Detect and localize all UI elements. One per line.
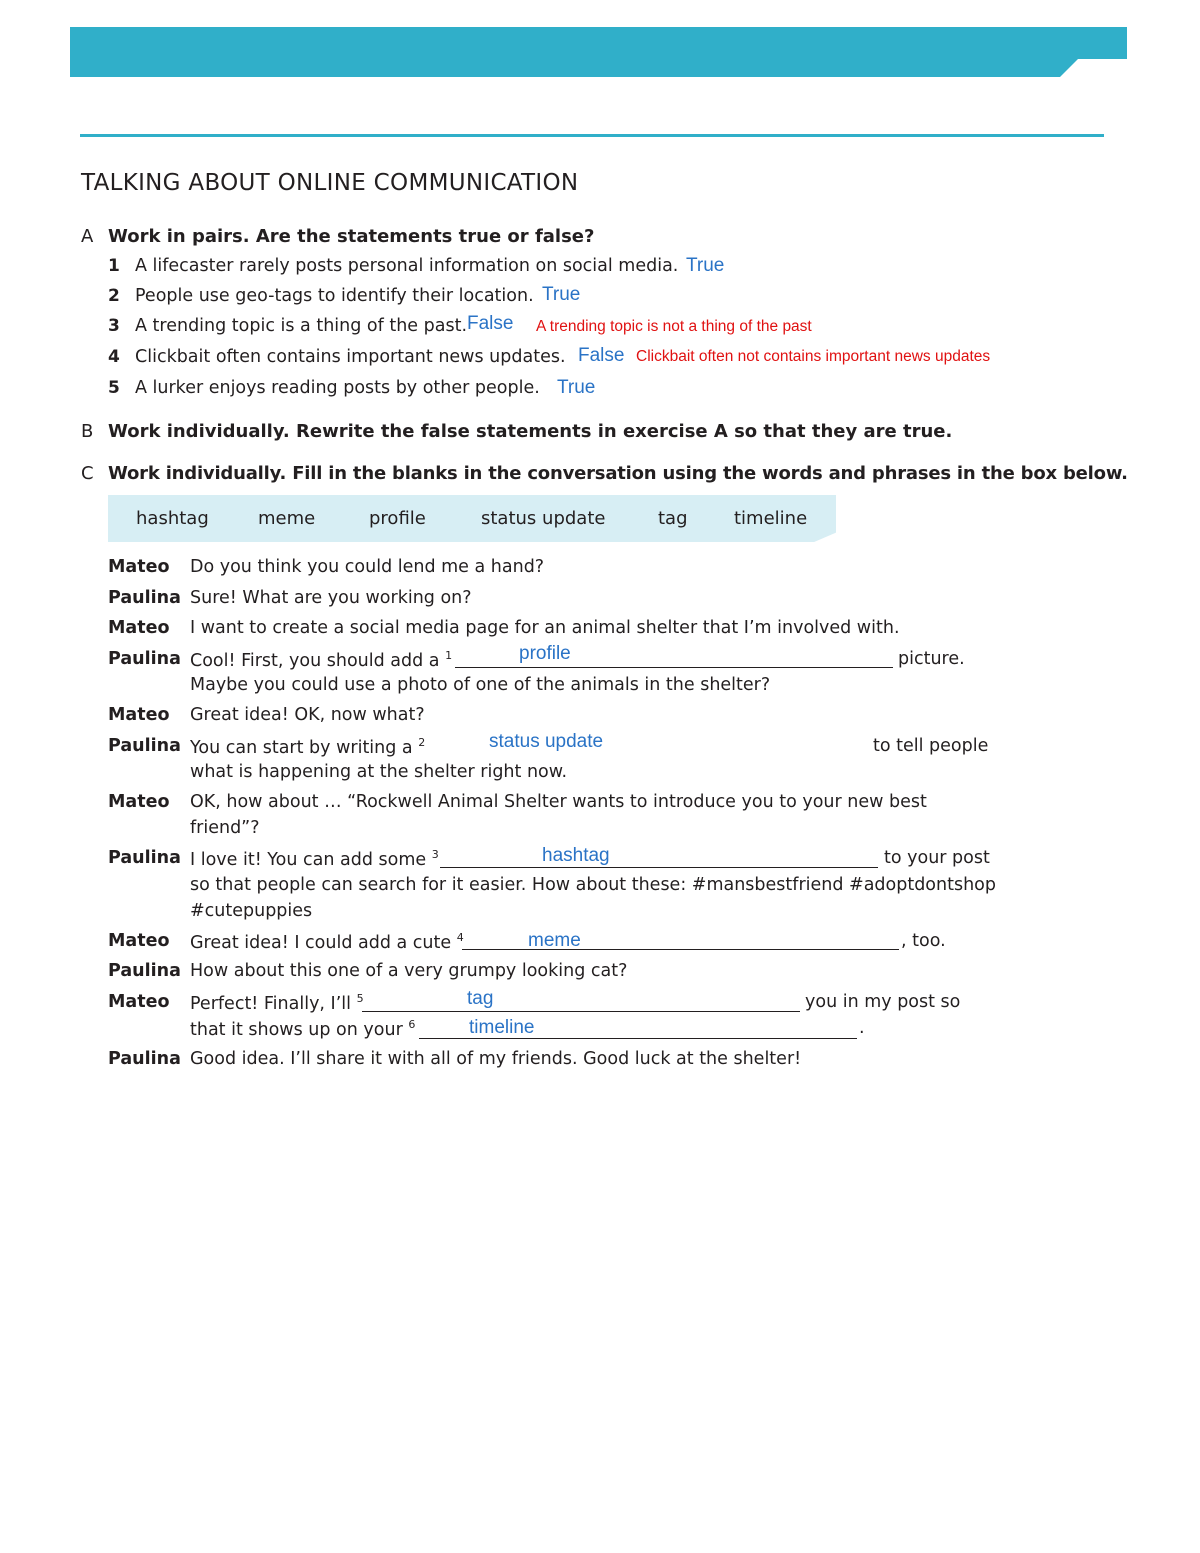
speaker-name: Mateo xyxy=(108,792,170,812)
speaker-name: Paulina xyxy=(108,961,181,981)
blank-answer[interactable]: meme xyxy=(528,930,581,951)
dialogue-line-cont: friend”? xyxy=(190,818,260,838)
dialogue-line-start: Cool! First, you should add a $^1$ xyxy=(190,649,453,671)
dialogue-line-start: You can start by writing a $^2$ xyxy=(190,736,426,758)
blank-answer[interactable]: status update xyxy=(489,731,604,752)
dialogue-line-end: to tell people xyxy=(873,736,989,756)
dialogue-line: Sure! What are you working on? xyxy=(190,588,472,608)
speaker-name: Mateo xyxy=(108,557,170,577)
item-number: 5 xyxy=(108,378,120,398)
title-rule xyxy=(80,134,1104,137)
statement: A lifecaster rarely posts personal information on social media. xyxy=(135,256,679,276)
dialogue-line: How about this one of a very grumpy looking cat? xyxy=(190,961,628,981)
blank-answer[interactable]: timeline xyxy=(469,1017,535,1038)
statement: A lurker enjoys reading posts by other people. xyxy=(135,378,540,398)
correction-note[interactable]: A trending topic is not a thing of the past xyxy=(536,318,812,335)
word-box-item: hashtag xyxy=(136,508,209,529)
dialogue-line-start: I love it! You can add some $^3$ xyxy=(190,848,439,870)
dialogue-line-cont: what is happening at the shelter right now. xyxy=(190,762,568,782)
dialogue-line-start: Great idea! I could add a cute $^4$ xyxy=(190,931,464,953)
statement: Clickbait often contains important news updates. xyxy=(135,347,566,367)
blank-answer[interactable]: hashtag xyxy=(542,845,610,866)
word-box-item: profile xyxy=(369,508,426,529)
dialogue-line-start: Perfect! Finally, I’ll $^5$ xyxy=(190,992,364,1014)
word-box xyxy=(108,495,836,542)
dialogue-line-end: , too. xyxy=(901,931,946,951)
item-number: 1 xyxy=(108,256,120,276)
word-box-item: tag xyxy=(658,508,688,529)
dialogue-line-cont: #cutepuppies xyxy=(190,901,313,921)
answer-true-false[interactable]: False xyxy=(578,345,625,366)
item-number: 4 xyxy=(108,347,120,367)
page-title: TALKING ABOUT ONLINE COMMUNICATION xyxy=(81,170,579,196)
section-c-instruction: Work individually. Fill in the blanks in the conversation using the words and phrases in the box below. xyxy=(108,463,1128,484)
section-a-letter: A xyxy=(81,226,94,247)
speaker-name: Paulina xyxy=(108,848,181,868)
speaker-name: Mateo xyxy=(108,705,170,725)
speaker-name: Paulina xyxy=(108,588,181,608)
item-number: 2 xyxy=(108,286,120,306)
section-a-instruction: Work in pairs. Are the statements true or false? xyxy=(108,226,595,247)
blank-answer[interactable]: profile xyxy=(519,643,571,664)
section-b-letter: B xyxy=(81,421,94,442)
word-box-item: meme xyxy=(258,508,316,529)
dialogue-line: Do you think you could lend me a hand? xyxy=(190,557,545,577)
answer-true-false[interactable]: True xyxy=(542,284,581,305)
speaker-name: Paulina xyxy=(108,736,181,756)
dialogue-line: Good idea. I’ll share it with all of my friends. Good luck at the shelter! xyxy=(190,1049,802,1069)
speaker-name: Mateo xyxy=(108,992,170,1012)
dialogue-line-end: to your post xyxy=(884,848,990,868)
dialogue-line: I want to create a social media page for an animal shelter that I’m involved with. xyxy=(190,618,900,638)
fill-blank-line xyxy=(362,1011,800,1012)
answer-true-false[interactable]: True xyxy=(686,255,725,276)
dialogue-line-cont: so that people can search for it easier. How about these: #mansbestfriend #adoptdontshop xyxy=(190,875,996,895)
dialogue-line: OK, how about … “Rockwell Animal Shelter wants to introduce you to your new best xyxy=(190,792,927,812)
correction-note[interactable]: Clickbait often not contains important news updates xyxy=(636,348,991,365)
dialogue-line-end: . xyxy=(859,1018,865,1038)
speaker-name: Paulina xyxy=(108,1049,181,1069)
blank-answer[interactable]: tag xyxy=(467,988,494,1009)
dialogue-line-end: picture. xyxy=(898,649,965,669)
item-number: 3 xyxy=(108,316,120,336)
section-b-instruction: Work individually. Rewrite the false statements in exercise A so that they are true. xyxy=(108,421,953,442)
speaker-name: Mateo xyxy=(108,618,170,638)
speaker-name: Mateo xyxy=(108,931,170,951)
statement: A trending topic is a thing of the past. xyxy=(135,316,468,336)
answer-true-false[interactable]: False xyxy=(467,313,514,334)
answer-true-false[interactable]: True xyxy=(557,377,596,398)
header-banner xyxy=(70,27,1127,77)
word-box-item: status update xyxy=(481,508,606,529)
dialogue-line: Great idea! OK, now what? xyxy=(190,705,425,725)
statement: People use geo-tags to identify their location. xyxy=(135,286,534,306)
word-box-item: timeline xyxy=(734,508,808,529)
dialogue-line-cont: Maybe you could use a photo of one of the animals in the shelter? xyxy=(190,675,771,695)
dialogue-line-cont: that it shows up on your $^6$ xyxy=(190,1018,416,1040)
fill-blank-line xyxy=(455,667,893,668)
section-c-letter: C xyxy=(81,463,94,484)
speaker-name: Paulina xyxy=(108,649,181,669)
dialogue-line-end: you in my post so xyxy=(805,992,961,1012)
fill-blank-line xyxy=(440,867,878,868)
